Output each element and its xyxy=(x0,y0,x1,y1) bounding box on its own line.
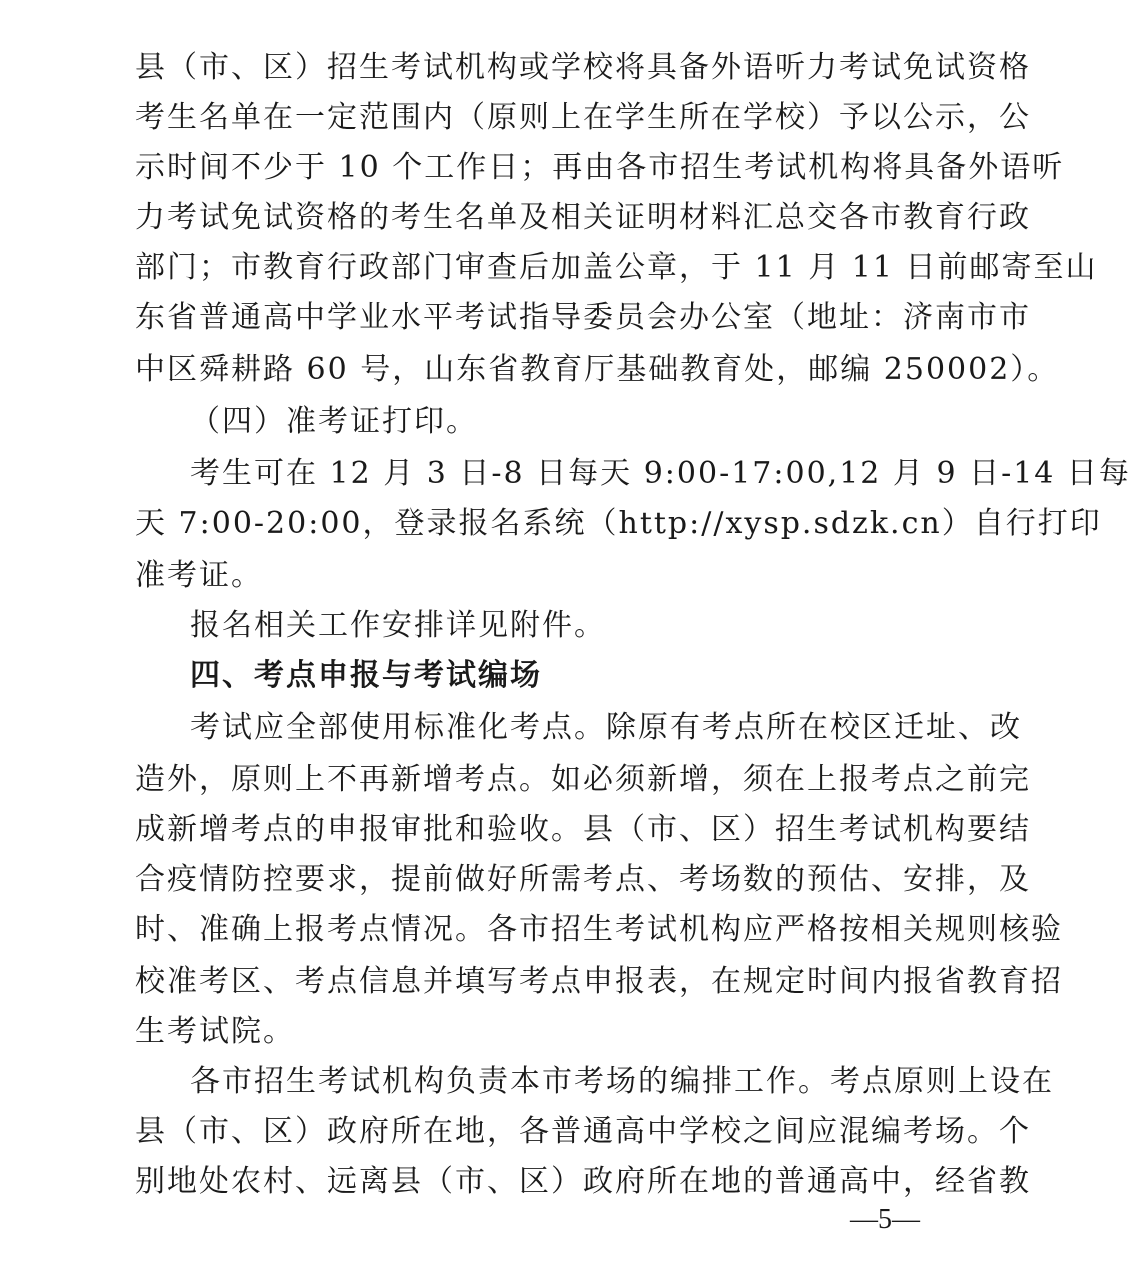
text-line: 准考证。 xyxy=(135,558,263,593)
text-line: 校准考区、考点信息并填写考点申报表，在规定时间内报省教育招 xyxy=(135,964,1063,999)
text-line: 造外，原则上不再新增考点。如必须新增，须在上报考点之前完 xyxy=(135,762,1031,797)
section-heading: 四、考点申报与考试编场 xyxy=(190,658,542,693)
text-line: 生考试院。 xyxy=(135,1014,295,1049)
text-line: 考试应全部使用标准化考点。除原有考点所在校区迁址、改 xyxy=(190,710,1022,745)
text-line: 天 7:00-20:00，登录报名系统（http://xysp.sdzk.cn）自行打印 xyxy=(135,506,1102,541)
text-line: 东省普通高中学业水平考试指导委员会办公室（地址：济南市市 xyxy=(135,300,1031,335)
text-line: 别地处农村、远离县（市、区）政府所在地的普通高中，经省教 xyxy=(135,1164,1031,1199)
text-line: 考生可在 12 月 3 日-8 日每天 9:00-17:00,12 月 9 日-14 日每 xyxy=(190,456,1131,491)
text-line: 部门；市教育行政部门审查后加盖公章，于 11 月 11 日前邮寄至山 xyxy=(135,250,1098,285)
text-line: 成新增考点的申报审批和验收。县（市、区）招生考试机构要结 xyxy=(135,812,1031,847)
text-line: 时、准确上报考点情况。各市招生考试机构应严格按相关规则核验 xyxy=(135,912,1063,947)
text-line: 力考试免试资格的考生名单及相关证明材料汇总交各市教育行政 xyxy=(135,200,1031,235)
text-line: 中区舜耕路 60 号，山东省教育厅基础教育处，邮编 250002）。 xyxy=(135,352,1060,387)
section-subheading: （四）准考证打印。 xyxy=(190,404,478,439)
text-line: 示时间不少于 10 个工作日；再由各市招生考试机构将具备外语听 xyxy=(135,150,1065,185)
text-line: 各市招生考试机构负责本市考场的编排工作。考点原则上设在 xyxy=(190,1064,1054,1099)
text-line: 县（市、区）招生考试机构或学校将具备外语听力考试免试资格 xyxy=(135,50,1031,85)
page-number: —5— xyxy=(850,1204,920,1235)
text-line: 报名相关工作安排详见附件。 xyxy=(190,608,606,643)
text-line: 合疫情防控要求，提前做好所需考点、考场数的预估、安排，及 xyxy=(135,862,1031,897)
text-line: 县（市、区）政府所在地，各普通高中学校之间应混编考场。个 xyxy=(135,1114,1031,1149)
text-line: 考生名单在一定范围内（原则上在学生所在学校）予以公示，公 xyxy=(135,100,1031,135)
